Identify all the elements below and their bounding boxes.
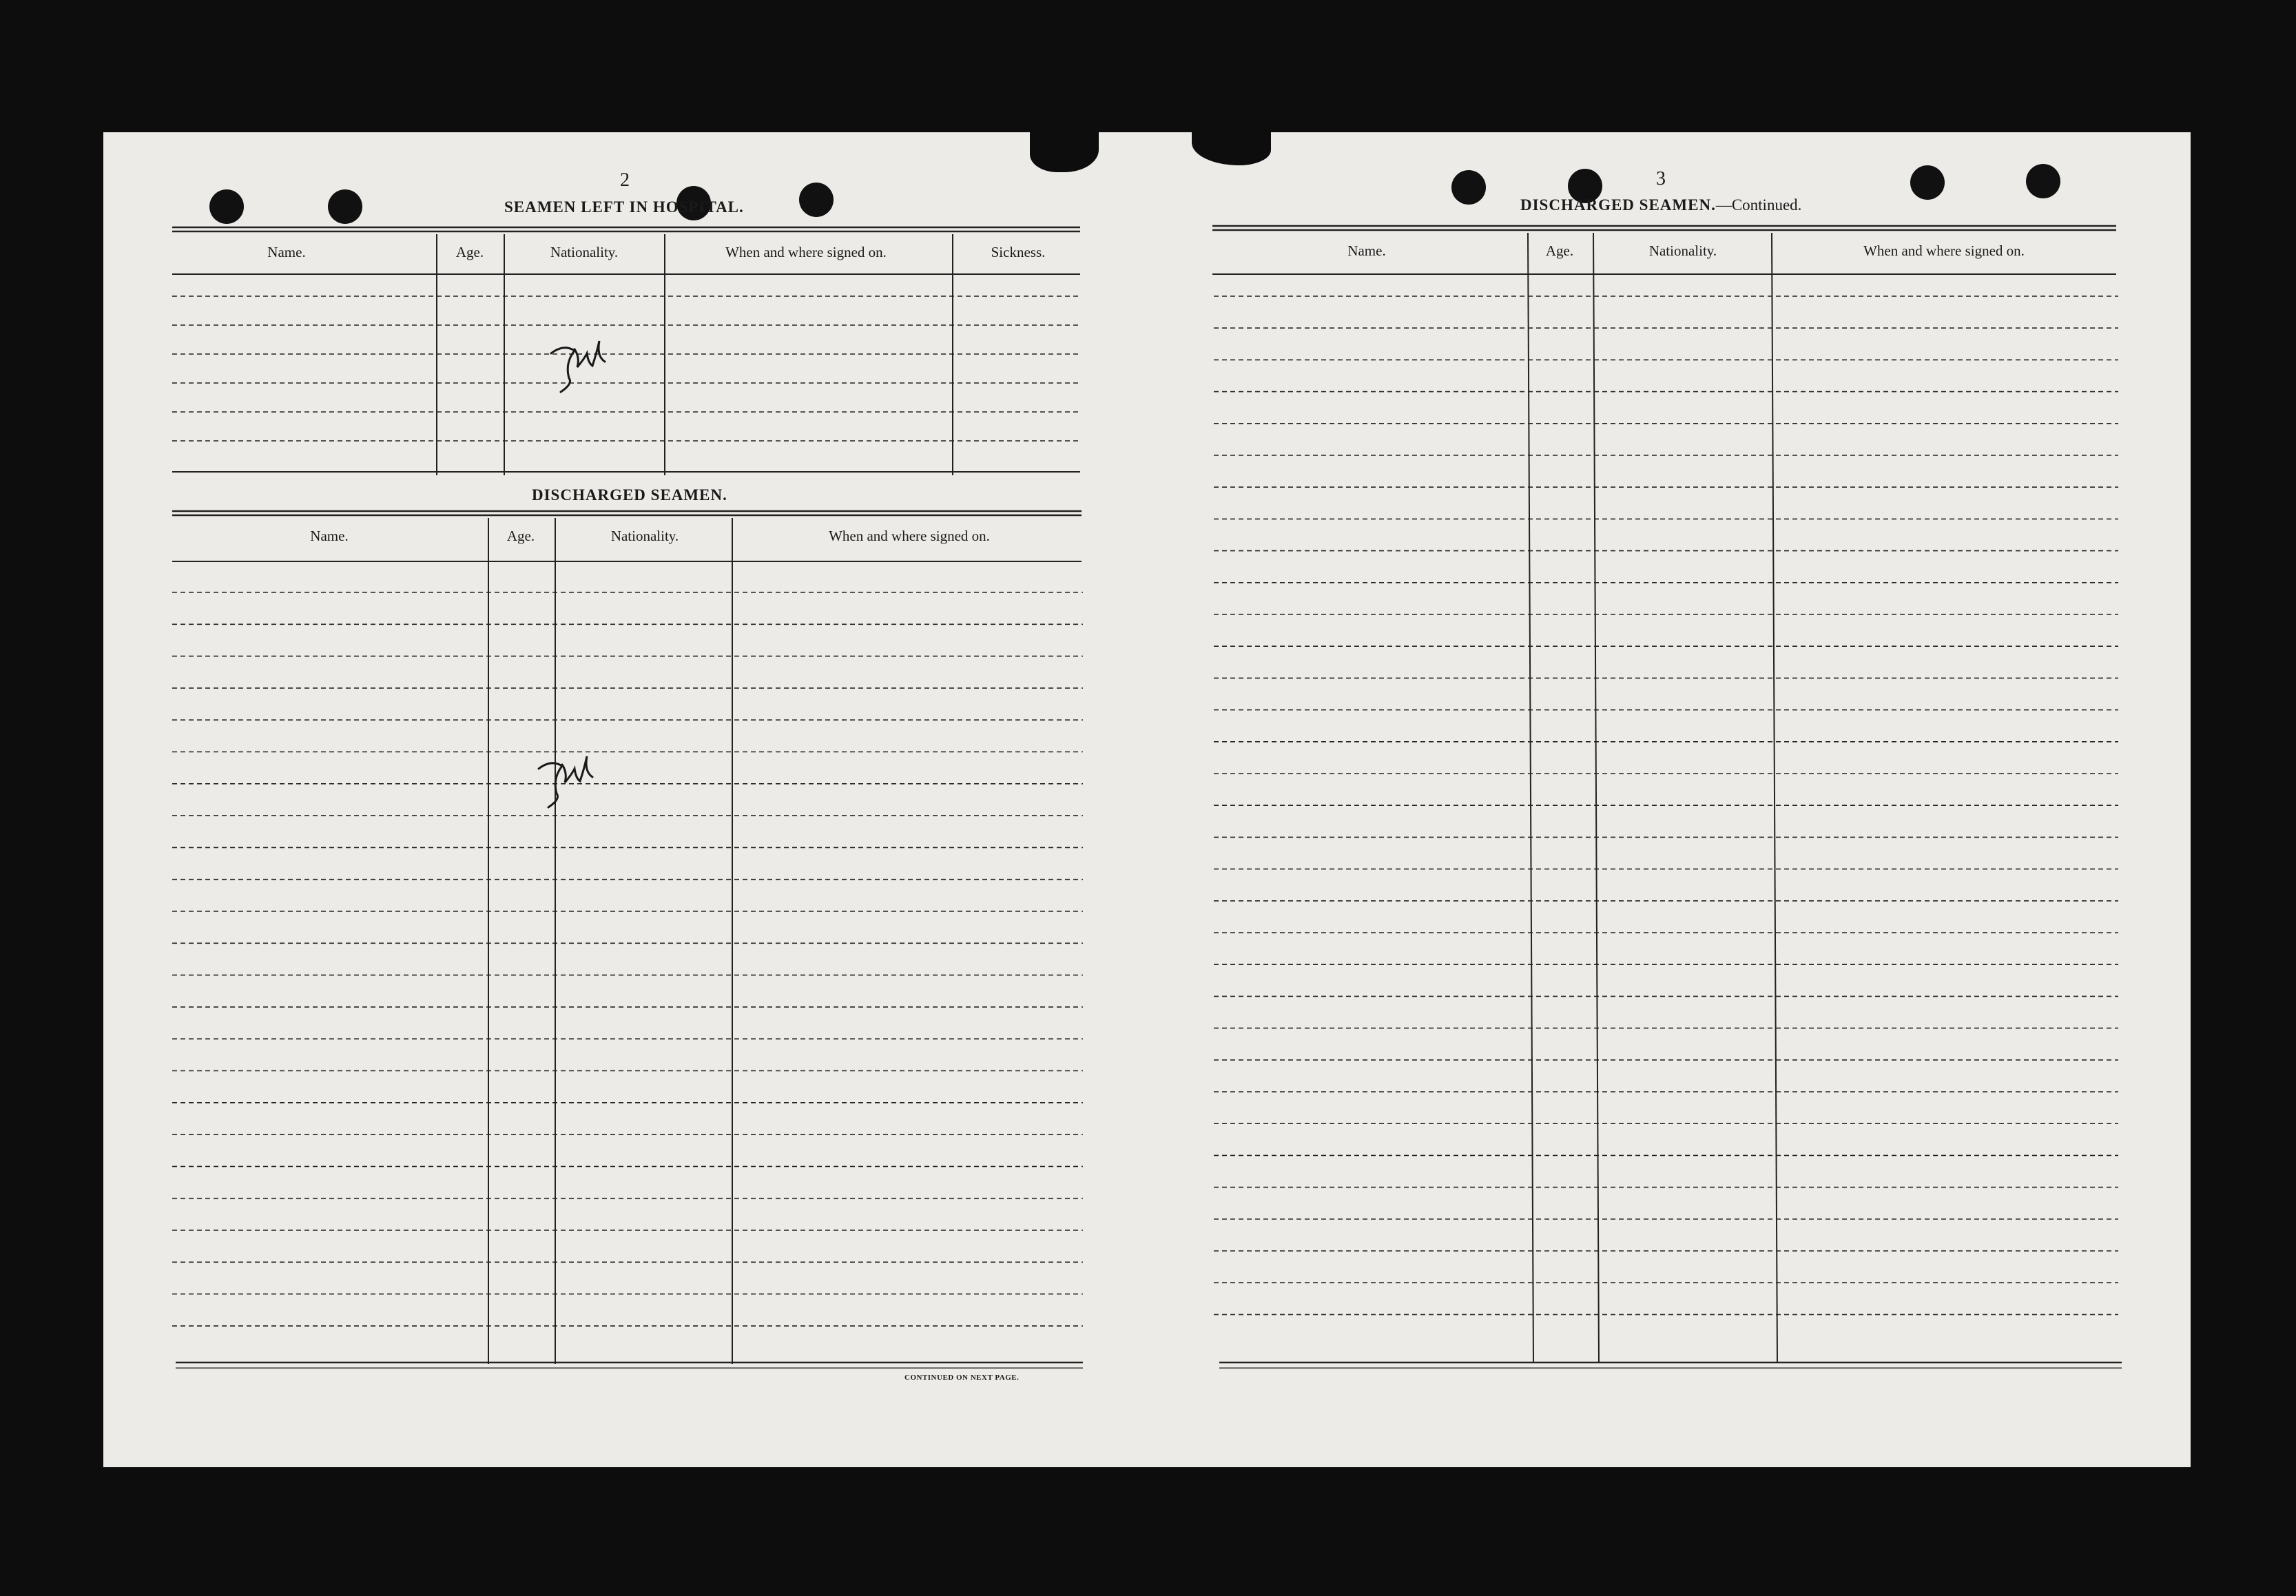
column-header-nationality: Nationality. bbox=[550, 244, 619, 260]
column-header-sickness: Sickness. bbox=[991, 244, 1046, 260]
title-main: DISCHARGED SEAMEN. bbox=[1520, 196, 1716, 214]
section-title-discharged-continued bbox=[1520, 196, 1801, 214]
column-divider bbox=[1593, 233, 1599, 1362]
page-number-left: 2 bbox=[620, 169, 630, 191]
column-header-nationality: Nationality. bbox=[610, 528, 679, 544]
column-header-name: Name. bbox=[1347, 242, 1386, 259]
column-header-name: Name. bbox=[267, 244, 306, 260]
section-title-hospital: SEAMEN LEFT IN HOSPITAL. bbox=[504, 198, 744, 216]
handwritten-nil bbox=[539, 756, 592, 807]
column-header-signed-on: When and where signed on. bbox=[829, 528, 990, 544]
section-title-discharged: DISCHARGED SEAMEN. bbox=[532, 486, 727, 504]
column-header-age: Age. bbox=[455, 244, 484, 260]
column-divider bbox=[1528, 233, 1533, 1362]
column-header-age: Age. bbox=[506, 528, 535, 544]
column-header-age: Age. bbox=[1545, 242, 1574, 259]
column-header-name: Name. bbox=[310, 528, 349, 544]
column-header-nationality: Nationality. bbox=[1648, 242, 1717, 259]
title-continued: —Continued. bbox=[1715, 196, 1802, 214]
continued-footer: CONTINUED ON NEXT PAGE. bbox=[904, 1374, 1020, 1382]
page-number-right: 3 bbox=[1656, 168, 1666, 189]
handwritten-nil bbox=[551, 341, 605, 392]
column-header-signed-on: When and where signed on. bbox=[725, 244, 887, 260]
column-divider bbox=[1772, 233, 1777, 1362]
column-header-signed-on: When and where signed on. bbox=[1863, 242, 2025, 259]
